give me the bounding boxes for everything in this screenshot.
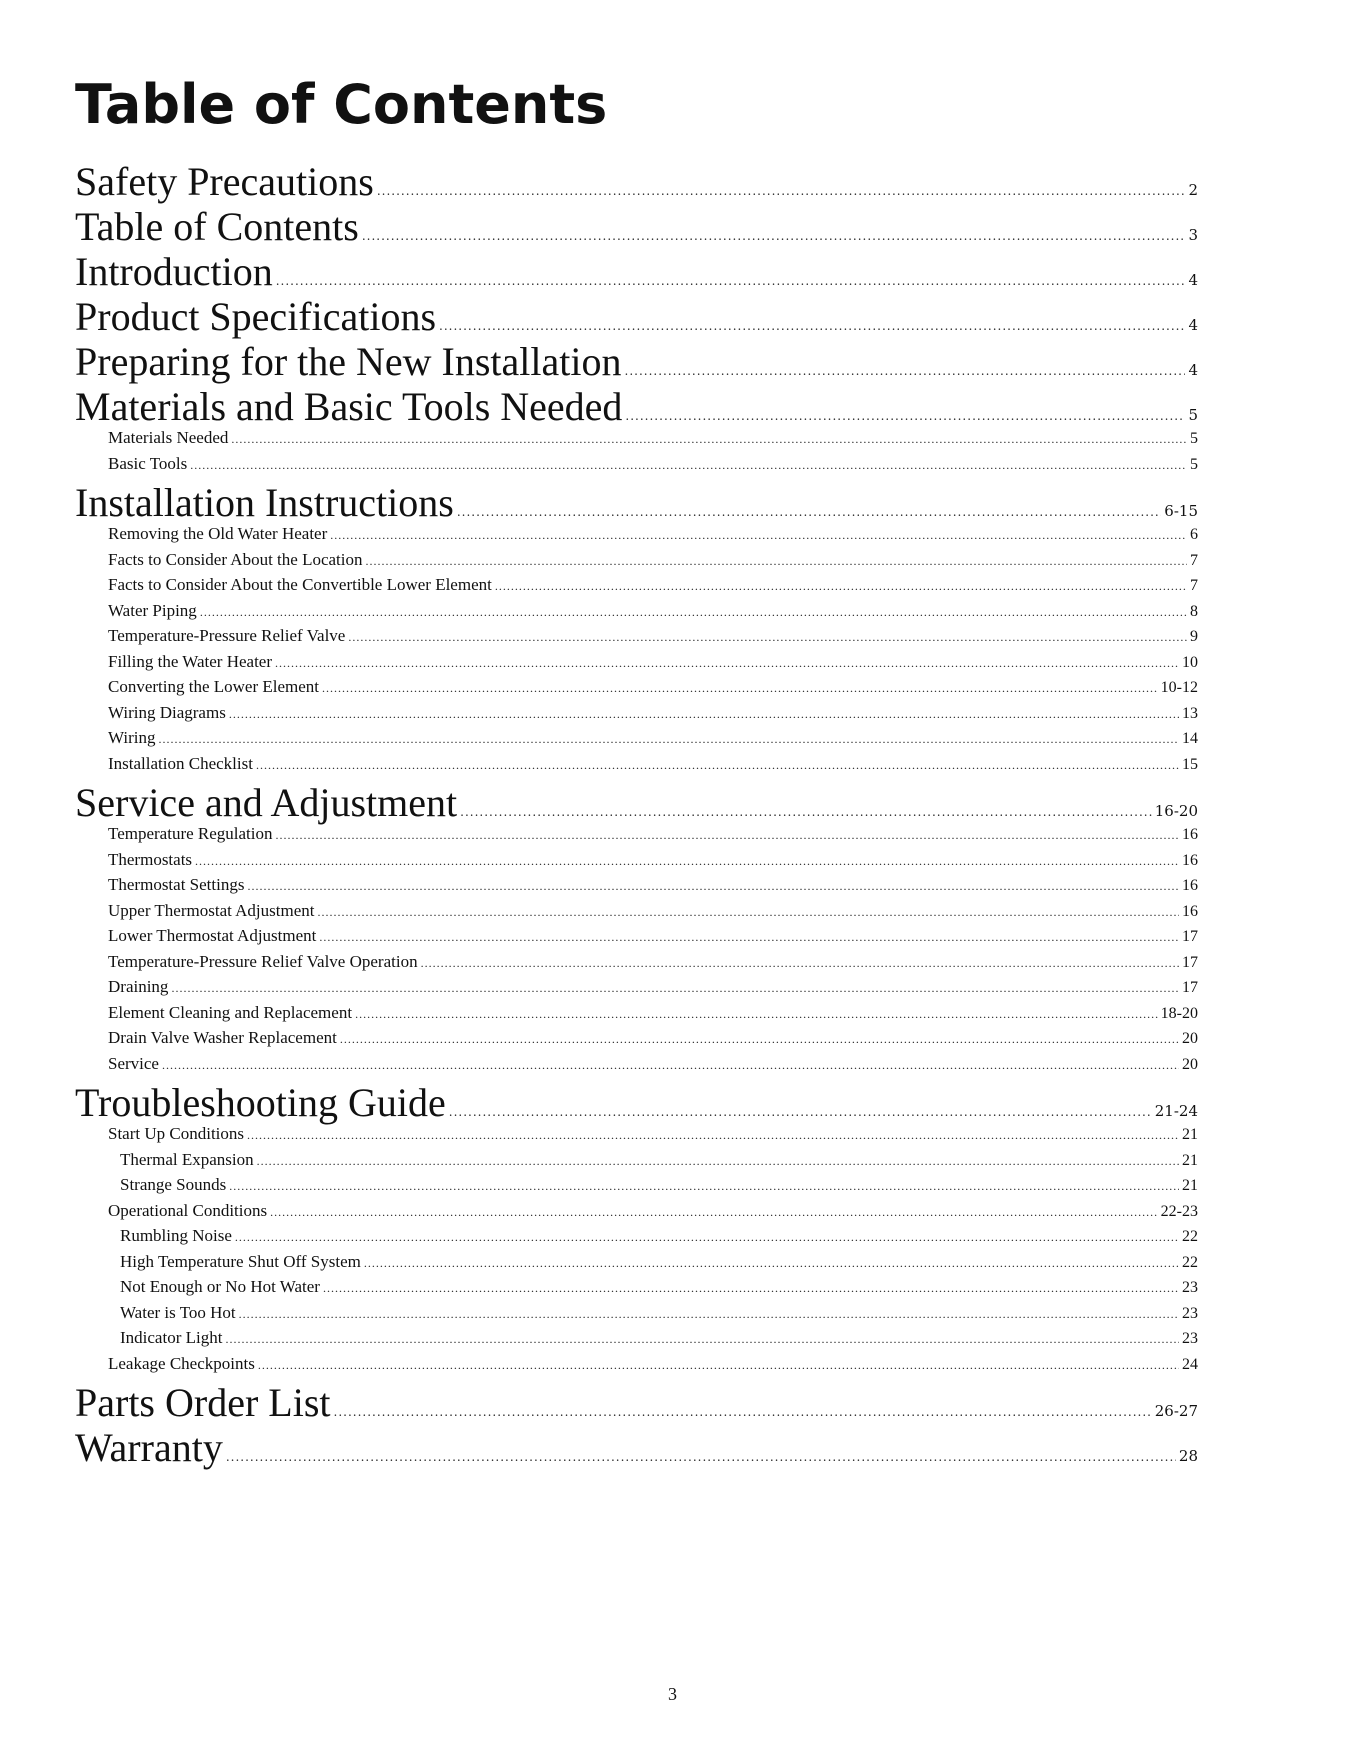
toc-subsection[interactable]	[75, 1150, 1198, 1176]
toc-entry-label: Thermostats	[108, 849, 193, 869]
toc-subsection[interactable]	[75, 1252, 1198, 1278]
toc-entry-label: Facts to Consider About the Convertible Lower Element	[108, 575, 492, 594]
toc-entry-page: 5	[1190, 455, 1198, 473]
toc-entry-page: 14	[1182, 730, 1198, 747]
toc-entry-page: 17	[1182, 979, 1198, 996]
dot-leader	[275, 656, 1179, 671]
toc-entry-label: Indicator Light	[120, 1328, 223, 1347]
toc-entry-label: Start Up Conditions	[108, 1124, 245, 1143]
dot-leader	[625, 364, 1186, 378]
toc-entry-label: Thermostat Settings	[108, 875, 245, 894]
toc-entry-label: Rumbling Noise	[120, 1226, 232, 1245]
toc-entry-label: Service	[108, 1053, 159, 1073]
toc-subsection[interactable]	[75, 977, 1198, 1003]
toc-subsection[interactable]	[75, 575, 1198, 601]
toc-entry-page: 4	[1188, 361, 1198, 379]
toc-entry-page: 9	[1190, 628, 1198, 645]
toc-subsection[interactable]	[75, 1328, 1198, 1354]
toc-entry-page: 16	[1182, 826, 1198, 843]
toc-entry-label: Filling the Water Heater	[108, 651, 273, 671]
toc-subsection[interactable]	[75, 428, 1198, 454]
toc-subsection[interactable]	[75, 1054, 1198, 1080]
toc-entry-label: Basic Tools	[108, 453, 188, 473]
dot-leader	[457, 505, 1161, 519]
toc-entry-page: 6	[1190, 526, 1198, 543]
toc-entry-label: Product Specifications	[75, 294, 437, 339]
dot-leader	[229, 707, 1179, 722]
toc-entry-page: 4	[1188, 316, 1198, 334]
toc-entry-page: 21-24	[1154, 1102, 1198, 1120]
dot-leader	[625, 409, 1185, 423]
toc-subsection[interactable]	[75, 1175, 1198, 1201]
toc-entry-label: Strange Sounds	[120, 1175, 227, 1194]
toc-section[interactable]	[75, 1079, 1198, 1124]
toc-subsection[interactable]	[75, 1226, 1198, 1252]
toc-entry-page: 16	[1182, 902, 1198, 920]
toc-subsection[interactable]	[75, 1201, 1198, 1227]
toc-entry-label: Service and Adjustment	[75, 780, 458, 825]
dot-leader	[171, 981, 1179, 996]
dot-leader	[330, 528, 1187, 543]
toc-entry-label: Troubleshooting Guide	[75, 1080, 446, 1125]
toc-section[interactable]	[75, 203, 1198, 248]
toc-entry-label: Leakage Checkpoints	[108, 1353, 255, 1373]
toc-subsection[interactable]	[75, 652, 1198, 678]
dot-leader	[340, 1032, 1179, 1047]
toc-entry-label: Converting the Lower Element	[108, 677, 320, 696]
toc-section[interactable]	[75, 158, 1198, 203]
toc-subsection[interactable]	[75, 850, 1198, 876]
toc-subsection[interactable]	[75, 926, 1198, 952]
toc-entry-label: Wiring Diagrams	[108, 702, 226, 722]
toc-entry-page: 6-15	[1164, 502, 1198, 520]
toc-entry-page: 10	[1182, 653, 1198, 671]
toc-entry-label: Warranty	[75, 1425, 223, 1470]
toc-section[interactable]	[75, 248, 1198, 293]
dot-leader	[239, 1307, 1179, 1322]
dot-leader	[421, 956, 1179, 971]
toc-entry-label: Upper Thermostat Adjustment	[108, 900, 315, 920]
toc-subsection[interactable]	[75, 1028, 1198, 1054]
toc-entry-page: 23	[1182, 1304, 1198, 1322]
toc-subsection[interactable]	[75, 601, 1198, 627]
page-number: 3	[668, 1684, 677, 1704]
dot-leader	[190, 458, 1187, 473]
toc-entry-page: 17	[1182, 928, 1198, 945]
dot-leader	[231, 432, 1187, 447]
toc-entry-label: Not Enough or No Hot Water	[120, 1277, 320, 1296]
table-of-contents	[75, 158, 1198, 1469]
dot-leader	[247, 1128, 1179, 1143]
toc-entry-page: 15	[1182, 755, 1198, 773]
toc-entry-page: 4	[1188, 271, 1198, 289]
toc-entry-label: Operational Conditions	[108, 1200, 268, 1220]
toc-entry-label: Element Cleaning and Replacement	[108, 1002, 353, 1022]
toc-entry-label: Temperature Regulation	[108, 824, 273, 843]
toc-entry-page: 5	[1188, 406, 1198, 424]
toc-entry-page: 16-20	[1154, 802, 1198, 820]
toc-section[interactable]	[75, 1424, 1198, 1469]
dot-leader	[319, 930, 1179, 945]
toc-entry-label: Water is Too Hot	[120, 1302, 236, 1322]
dot-leader	[334, 1405, 1152, 1419]
toc-entry-page: 21	[1182, 1177, 1198, 1194]
toc-entry-page: 21	[1182, 1126, 1198, 1143]
toc-entry-label: Table of Contents	[75, 204, 359, 249]
toc-subsection[interactable]	[75, 703, 1198, 729]
toc-section[interactable]	[75, 1379, 1198, 1424]
toc-entry-page: 23	[1182, 1279, 1198, 1296]
toc-entry-page: 24	[1182, 1355, 1198, 1373]
dot-leader	[355, 1007, 1158, 1022]
toc-subsection[interactable]	[75, 1354, 1198, 1380]
toc-subsection[interactable]	[75, 677, 1198, 703]
toc-subsection[interactable]	[75, 952, 1198, 978]
dot-leader	[449, 1105, 1152, 1119]
toc-entry-page: 18-20	[1160, 1004, 1198, 1022]
dot-leader	[348, 630, 1187, 645]
toc-subsection[interactable]	[75, 550, 1198, 576]
toc-entry-label: Lower Thermostat Adjustment	[108, 926, 317, 945]
dot-leader	[364, 1256, 1179, 1271]
toc-entry-label: Installation Checklist	[108, 753, 253, 773]
toc-entry-label: Wiring	[108, 728, 156, 747]
toc-entry-page: 8	[1190, 602, 1198, 620]
toc-entry-page: 20	[1182, 1055, 1198, 1073]
toc-entry-label: Drain Valve Washer Replacement	[108, 1028, 337, 1047]
toc-entry-label: Materials Needed	[108, 428, 229, 447]
toc-section[interactable]	[75, 293, 1198, 338]
toc-entry-label: Installation Instructions	[75, 480, 454, 525]
dot-leader	[162, 1058, 1179, 1073]
toc-subsection[interactable]	[75, 875, 1198, 901]
toc-entry-page: 22-23	[1160, 1202, 1198, 1220]
dot-leader	[318, 905, 1180, 920]
toc-entry-label: Temperature-Pressure Relief Valve Operation	[108, 951, 418, 971]
dot-leader	[323, 1281, 1179, 1296]
dot-leader	[460, 805, 1152, 819]
toc-entry-page: 10-12	[1160, 679, 1198, 696]
dot-leader	[258, 1358, 1179, 1373]
dot-leader	[276, 828, 1180, 843]
toc-subsection[interactable]	[75, 1303, 1198, 1329]
dot-leader	[276, 274, 1186, 288]
toc-entry-page: 16	[1182, 851, 1198, 869]
toc-section[interactable]	[75, 779, 1198, 824]
dot-leader	[257, 1154, 1179, 1169]
toc-subsection[interactable]	[75, 524, 1198, 550]
toc-entry-page: 16	[1182, 877, 1198, 894]
dot-leader	[366, 554, 1188, 569]
toc-subsection[interactable]	[75, 901, 1198, 927]
toc-entry-page: 17	[1182, 953, 1198, 971]
dot-leader	[158, 732, 1179, 747]
toc-subsection[interactable]	[75, 754, 1198, 780]
dot-leader	[362, 229, 1186, 243]
dot-leader	[195, 854, 1179, 869]
toc-entry-label: High Temperature Shut Off System	[120, 1251, 361, 1271]
toc-entry-page: 22	[1182, 1228, 1198, 1245]
toc-entry-label: Water Piping	[108, 600, 197, 620]
dot-leader	[247, 879, 1179, 894]
toc-subsection[interactable]	[75, 1124, 1198, 1150]
dot-leader	[229, 1179, 1179, 1194]
toc-subsection[interactable]	[75, 626, 1198, 652]
dot-leader	[235, 1230, 1179, 1245]
toc-entry-label: Introduction	[75, 249, 273, 294]
toc-entry-label: Thermal Expansion	[120, 1149, 254, 1169]
toc-entry-label: Facts to Consider About the Location	[108, 549, 363, 569]
toc-entry-page: 2	[1188, 181, 1198, 199]
toc-entry-page: 5	[1190, 430, 1198, 447]
toc-entry-page: 26-27	[1154, 1402, 1198, 1420]
toc-entry-page: 7	[1190, 551, 1198, 569]
toc-entry-page: 3	[1188, 226, 1198, 244]
toc-subsection[interactable]	[75, 824, 1198, 850]
toc-entry-label: Removing the Old Water Heater	[108, 524, 328, 543]
toc-entry-label: Preparing for the New Installation	[75, 339, 622, 384]
dot-leader	[225, 1332, 1179, 1347]
dot-leader	[270, 1205, 1158, 1220]
toc-subsection[interactable]	[75, 728, 1198, 754]
toc-entry-page: 20	[1182, 1030, 1198, 1047]
toc-entry-page: 21	[1182, 1151, 1198, 1169]
toc-section[interactable]	[75, 383, 1198, 428]
toc-subsection[interactable]	[75, 454, 1198, 480]
toc-entry-page: 22	[1182, 1253, 1198, 1271]
toc-subsection[interactable]	[75, 1003, 1198, 1029]
dot-leader	[226, 1450, 1176, 1464]
dot-leader	[495, 579, 1187, 594]
dot-leader	[200, 605, 1187, 620]
toc-entry-label: Safety Precautions	[75, 159, 374, 204]
toc-entry-label: Parts Order List	[75, 1380, 331, 1425]
toc-entry-label: Temperature-Pressure Relief Valve	[108, 626, 346, 645]
dot-leader	[439, 319, 1185, 333]
toc-section[interactable]	[75, 479, 1198, 524]
toc-subsection[interactable]	[75, 1277, 1198, 1303]
toc-entry-page: 13	[1182, 704, 1198, 722]
page-title: Table of Contents	[75, 73, 608, 136]
toc-entry-label: Draining	[108, 977, 169, 996]
toc-entry-page: 28	[1178, 1447, 1198, 1465]
toc-section[interactable]	[75, 338, 1198, 383]
dot-leader	[322, 681, 1158, 696]
dot-leader	[377, 184, 1186, 198]
toc-entry-label: Materials and Basic Tools Needed	[75, 384, 623, 429]
toc-entry-page: 7	[1190, 577, 1198, 594]
dot-leader	[256, 758, 1179, 773]
toc-entry-page: 23	[1182, 1330, 1198, 1347]
